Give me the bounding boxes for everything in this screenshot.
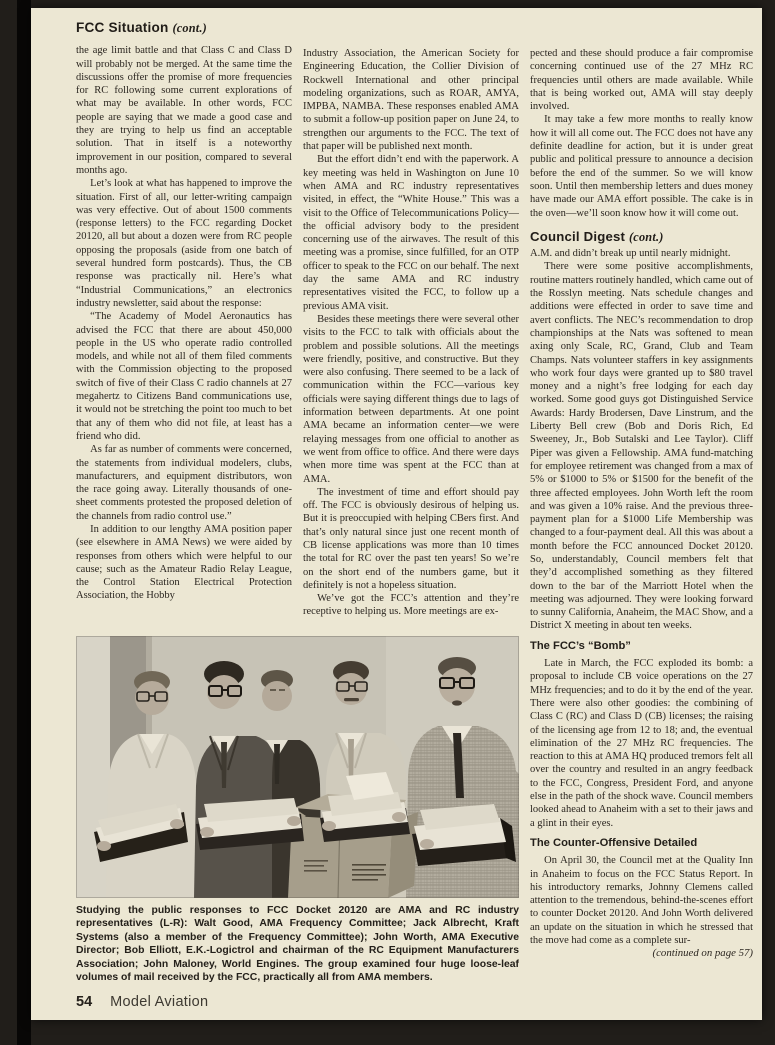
fcc-bomb-paragraphs bbox=[530, 657, 753, 830]
photo-five-men-with-binders bbox=[76, 636, 519, 898]
heading-text: Council Digest bbox=[530, 228, 626, 244]
paragraph: pected and these should produce a fair compromise concerning continued use of the 27 MHz RC frequencies until others are made available. While that is being worked out, AMA will stay deeply involved. bbox=[530, 48, 753, 113]
paragraph: the age limit battle and that Class C and Class D will probably not be merged. At the same time the discussions offer the promise of more frequencies for RC following some current explorations of what may be available. In other words, FCC people are saying that we made a good case and they are trying to help us find an acceptable solution. That in itself is a noteworthy improvement in our position, compared to several months ago. bbox=[76, 45, 292, 176]
continued-note: (continued on page 57) bbox=[652, 947, 753, 960]
council-digest-heading bbox=[530, 230, 753, 244]
fcc-situation-col2-paragraphs bbox=[303, 47, 519, 619]
paragraph: In addition to our lengthy AMA position paper (see elsewhere in AMA News) we were aided by responses from others which were helpful to our cause; such as the Amateur Radio Relay League, the Control Station Electrical Protection Association, the Hobby bbox=[76, 523, 292, 602]
photo-caption: Studying the public responses to FCC Docket 20120 are AMA and RC industry representatives (L-R): Walt Good, AMA Frequency Committee; Jack Albrecht, Kraft Systems (also a member of the Frequency Committee); John Worth, AMA Executive Director; Bob Elliott, E.K.-Logictrol and chairman of the RC Equipment Manufacturers Association; John Maloney, World Engines. The group examined four huge loose-leaf volumes of mail received by the FCC, practically all from AMA members. bbox=[76, 905, 519, 984]
paragraph: As far as number of comments were concerned, the statements from individual modelers, clubs, manufacturers, and equipment distributors, won the race going away. Literally thousands of one-sheet comments protested the proposed deletion of the channels from radio control use.” bbox=[76, 444, 292, 522]
fcc-bomb-subhead: The FCC’s “Bomb” bbox=[530, 639, 631, 652]
page-number: 54 bbox=[76, 994, 93, 1011]
paragraph: Industry Association, the American Society for Engineering Education, the Collier Division of Rockwell International and other principal modeling organizations, such as ROAR, AMYA, IMPBA, NAMBA. These responses enabled AMA to submit a follow-up position paper on June 24, to strengthen our arguments to the FCC. The text of that paper will be published next month. bbox=[303, 48, 519, 153]
counter-offensive-paragraphs bbox=[530, 854, 753, 947]
paragraph: Besides these meetings there were several other visits to the FCC to talk with officials about the problem and possible solutions. All the meetings were friendly, positive, and constructive. But they were also confusing. There seemed to be a lack of communication within the FCC—various key officials were saying different things due to lags of information between departments. At one point AMA became an information center—we were relaying messages from one official to another as we went from office to office. And there were days when more time was spent at the FCC than at AMA. bbox=[303, 313, 519, 485]
heading-text: FCC Situation bbox=[76, 20, 169, 35]
paragraph: There were some positive accomplishments, routine matters routinely handled, which came out of the Rosslyn meeting. Nats schedule changes and additions were effected in order to save time and avert conflicts. The NEC’s recommendation to drop championships at the Nats was softened to mean axing only Scale, RC, Grand, Club and Team Champs. Nats volunteer staffers in key assignments who work four days were granted up to $80 travel money and a night’s free lodging for each day worked. Some good guys got Distinguished Service Awards: Hardy Brodersen, Dave Linstrum, and the Liberty Bell crew (Bob and Doris Rich, Ed Sweeney, Jr., Bob Sutalski and Lee Taylor). Cliff Piper was given a Fellowship. AMA fund-matching for employee retirement was changed from a max of 5% or $1000 to 5% or $1500 for the benefit of the three affected employees. John Worth left the room and was given a 10% raise. And the previous three-payment plan for a $1000 Life Membership was changed to a four-payment deal. All this was about a month before the FCC announced Docket 20120. So, understandably, Council members felt that they’d accomplished something as they filtered down to the bar of the Marriott Hotel when the meeting was adjourned. They were looking forward to sunny California, Anaheim, the MAC Show, and a District X meeting in about ten weeks. bbox=[530, 261, 753, 632]
paragraph: We’ve got the FCC’s attention and they’re receptive to helping us. More meetings are ex- bbox=[303, 593, 519, 618]
page-content bbox=[76, 20, 753, 1010]
heading-cont: (cont.) bbox=[629, 229, 664, 244]
photo-illustration bbox=[76, 636, 519, 898]
paragraph: Let’s look at what has happened to improve the situation. First of all, our letter-writing campaign was very effective. Out of about 1500 comments (response letters) to the FCC regarding Docket 20120, all but about a dozen were from RC people opposing the proposals (aside from one batch of several hundred form postcards). Thus, the CB response was practically nil. Here’s what “Industrial Communications,” an electronics industry newsletter, said about the response: bbox=[76, 178, 292, 309]
fcc-situation-heading bbox=[76, 21, 292, 35]
heading-cont: (cont.) bbox=[172, 21, 207, 35]
paragraph: The investment of time and effort should pay off. The FCC is obviously desirous of helping us. But it is preoccupied with helping CBers first. And that’s only natural since just one recent month of CB license applications was more than 10 times the total for RC over the past ten years! So we’re on the short end of the numbers game, but it definitely is not a hopeless situation. bbox=[303, 486, 519, 591]
scan-gutter-strip bbox=[17, 0, 31, 1045]
fcc-situation-col1-paragraphs bbox=[76, 44, 292, 602]
column-3 bbox=[530, 20, 753, 992]
counter-offensive-subhead: The Counter-Offensive Detailed bbox=[530, 836, 698, 849]
paragraph: On April 30, the Council met at the Quality Inn in Anaheim to focus on the FCC Status Report. In his introductory remarks, Johnny Clemens called attention to the tremendous, behind-the-scenes effort to counter Docket 20120. And John Worth delivered an update on the situation in which he stressed that the move had come as a complete sur- bbox=[530, 855, 753, 946]
magazine-title: Model Aviation bbox=[110, 994, 209, 1011]
paragraph: It may take a few more months to really know how it will all come out. The FCC does not have any definite deadline for action, but it is under great public and political pressure to announce a decision before the end of the summer. So we will know soon. Until then membership letters and dues money have made our AMA effort possible. The cake is in the oven—we’ll soon know how it will come out. bbox=[530, 114, 753, 219]
fcc-situation-col3-paragraphs bbox=[530, 47, 753, 220]
page-footer bbox=[76, 994, 519, 1010]
left-zone bbox=[76, 20, 519, 1010]
paragraph: Late in March, the FCC exploded its bomb: a proposal to include CB voice operations on the 27 MHz frequencies; and to do it by the end of the year. There were also other goodies: the combining of Class C (RC) and Class D (CB) licenses; the raising of the licensing age from 12 to 18; and, the eventual elimination of the 27 MHz RC frequencies. The reaction to this at AMA HQ produced tremors felt all over the country and resulted in an angry feedback to the FCC, Congress, President Ford, and anyone else in the path of the shock wave. Council members looked ahead to Anaheim with a set to their jaws and a glint in their eyes. bbox=[530, 658, 753, 829]
paragraph: But the effort didn’t end with the paperwork. A key meeting was held in Washington on June 10 when AMA and RC industry representatives visited, in effect, the “White House.” This was a visit to the Office of Telecommunications Policy—the official advisory body to the president concerning use of the airwaves. The result of this meeting was a promise, since fulfilled, for an OTP officer to speak to the FCC on our behalf. The next day the same AMA and RC industry representatives visited the FCC, to follow up a previous AMA visit. bbox=[303, 154, 519, 312]
paragraph: “The Academy of Model Aeronautics has advised the FCC that there are about 450,000 people in the US who operate radio controlled models, and while not all of them filed comments with the Commission objecting to the proposed switch of five of their Class C radio channels at 27 megahertz to Citizens Band communications use, it would not be stretching the point too much to bet that any of them who did not file, at least has a friend who did. bbox=[76, 311, 292, 442]
magazine-page bbox=[31, 8, 762, 1020]
council-digest-paragraphs bbox=[530, 247, 753, 633]
column-2 bbox=[303, 20, 519, 620]
paragraph: A.M. and didn’t break up until nearly midnight. bbox=[530, 248, 731, 260]
column-1 bbox=[76, 20, 292, 620]
fcc-situation-article bbox=[76, 20, 519, 620]
binder-2 bbox=[196, 798, 304, 850]
